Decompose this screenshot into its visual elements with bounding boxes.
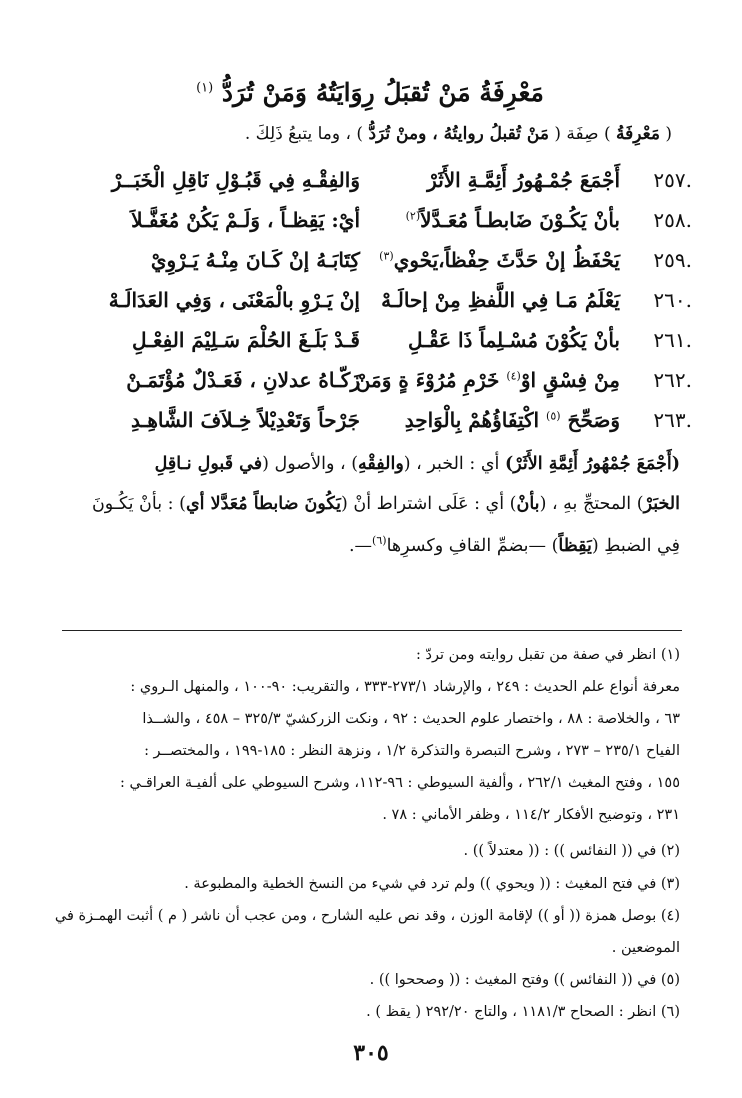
verse-first-hemistich: بأنْ يَكُـوْنَ ضَابطـاً مُعَـدَّلاً$^{(٢)}$ bbox=[405, 208, 620, 232]
verse-second-hemistich: إنْ يَـرْوِ بالْمَعْنَى ، وَفِي العَدَالَـهْ bbox=[108, 288, 360, 312]
verse-number: ٢٥٩. bbox=[653, 248, 692, 272]
page-number: ٣٠٥ bbox=[353, 1040, 389, 1066]
verse-number: ٢٦٢. bbox=[653, 368, 692, 392]
verse-second-hemistich: وَالفِقْـهِ فِي قَبُـوْلِ نَاقِلِ الْخَبَــرْ bbox=[111, 168, 360, 192]
footnote-ref-4: (٤) bbox=[506, 369, 521, 383]
subtitle-open: ( bbox=[665, 124, 672, 144]
commentary-line-2: الخبَرْ) المحتجِّ بهِ ، (بأنْ) أي : عَلَى اشتراط أنْ (يَكُونَ ضابطاً مُعَدَّلا أي) : بأنْ يَكُـونَ bbox=[91, 494, 680, 514]
verse-260 bbox=[60, 288, 692, 322]
verse-258 bbox=[60, 208, 692, 242]
verse-first-hemistich: بأنْ يَكُوْنَ مُسْـلِماً ذَا عَقْـلِ bbox=[407, 328, 620, 352]
verse-number: ٢٦٠. bbox=[653, 288, 692, 312]
subtitle-bold-1: مَعْرِفَةُ bbox=[616, 124, 660, 144]
verse-first-hemistich: أَجْمَعَ جُمْـهُورُ أَئِمَّـةِ الأَثَرْ bbox=[427, 168, 620, 192]
footnote-line: ٢٣١ ، وتوضيح الأفكار ١١٤/٢ ، وظفر الأماني : ٧٨ . bbox=[382, 807, 680, 823]
footnote-line: (٥) في (( النفائس )) وفتح المغيث : (( وصححوا )) . bbox=[369, 972, 680, 988]
verse-second-hemistich: أيْ: يَقِظـاً ، وَلَـمْ يَكُنْ مُغَفَّـلاَ bbox=[131, 208, 360, 232]
footnote-ref-2: (٢) bbox=[405, 209, 421, 223]
footnote-line: ٦٣ ، والخلاصة : ٨٨ ، واختصار علوم الحديث : ٩٢ ، ونكت الزركشيّ ٣٢٥/٣ – ٤٥٨ ، والشــذا bbox=[142, 711, 680, 727]
footnote-ref-6: (٦) bbox=[372, 534, 387, 547]
footnote-line: (٢) في (( النفائس )) : (( معتدلاً )) . bbox=[463, 843, 680, 859]
footnote-ref-3: (٣) bbox=[379, 249, 394, 263]
footnote-ref-5: (٥) bbox=[546, 409, 561, 423]
verse-257 bbox=[60, 168, 692, 202]
verse-first-hemistich: يَحْفَظُ إنْ حَدَّثَ حِفْظاً،يَحْوي$^{(٣)}$ bbox=[379, 248, 620, 272]
footnote-line: ١٥٥ ، وفتح المغيث ٢٦٢/١ ، وألفية السيوطي : ٩٦-١١٢، وشرح السيوطي على ألفيـة العراقـي : bbox=[120, 775, 680, 791]
footnote-line: (٣) في فتح المغيث : (( ويحوي )) ولم ترد في شيء من النسخ الخطية والمطبوعة . bbox=[184, 876, 680, 892]
verse-second-hemistich: جَرْحاً وَتَعْدِيْلاً خِـلاَفَ الشَّاهِـدِ bbox=[131, 408, 360, 432]
footnote-separator bbox=[62, 630, 682, 631]
chapter-subtitle bbox=[72, 124, 672, 144]
verse-second-hemistich: زَكّـاهُ عدلانِ ، فَعَـدْلٌ مُؤْتَمَـنْ bbox=[126, 368, 360, 392]
chapter-title bbox=[120, 78, 620, 107]
verse-number: ٢٥٧. bbox=[653, 168, 692, 192]
verse-first-hemistich: مِنْ فِسْقٍ اوْ$^{(٤)}$ خَرْمِ مُرُوْءَ ةٍ وَمَنْ bbox=[355, 368, 620, 392]
subtitle-end: ) ، وما يتبعُ ذَلِكَ . bbox=[244, 124, 364, 144]
chapter-title-text: مَعْرِفَةُ مَنْ تُقبَلُ رِوَايَتُهُ وَمَنْ تُرَدُّ bbox=[221, 78, 544, 107]
verse-number: ٢٦١. bbox=[653, 328, 692, 352]
verse-261 bbox=[60, 328, 692, 362]
footnote-line: (٤) بوصل همزة (( أو )) لإقامة الوزن ، وقد نص عليه الشارح ، ومن عجب أن ناشر ( م ) أثبت الهمـزة في bbox=[54, 908, 680, 924]
verse-first-hemistich: يَعْلَمُ مَـا فِي اللَّفظِ مِنْ إحالَـهْ bbox=[381, 288, 620, 312]
verse-first-hemistich: وَصَحِّحَ $^{(٥)}$ اكْتِفَاؤُهُمْ بِالْوَاحِدِ bbox=[404, 408, 620, 432]
commentary-line-1: (أَجْمَعَ جُمْهُورُ أَئِمَّةِ الأَثَرْ) أي : الخبر ، (والفِقْهِ) ، والأصول (في قَبولِ نـاقِلِ bbox=[154, 454, 680, 474]
footnote-line: معرفة أنواع علم الحديث : ٢٤٩ ، والإرشاد ٢٧٣/١-٣٣٣ ، والتقريب: ٩٠-١٠٠ ، والمنهل الـروي : bbox=[130, 679, 680, 695]
verse-second-hemistich: قَـدْ بَلَـغَ الحُلْمَ سَـلِيْمَ الفِعْـلِ bbox=[132, 328, 360, 352]
verse-259 bbox=[60, 248, 692, 282]
verse-number: ٢٥٨. bbox=[653, 208, 692, 232]
subtitle-bold-2: مَنْ تُقبلُ روايتُهُ ، ومنْ تُرَدُّ bbox=[368, 124, 549, 144]
verse-number: ٢٦٣. bbox=[653, 408, 692, 432]
footnote-line: (٦) انظر : الصحاح ١١٨١/٣ ، والتاج ٢٩٢/٢٠ ( يقظ ) . bbox=[366, 1004, 680, 1020]
footnote-line: الفياح ٢٣٥/١ – ٢٧٣ ، وشرح التبصرة والتذكرة ١/٢ ، ونزهة النظر : ١٨٥-١٩٩ ، والمختصــر : bbox=[144, 743, 680, 759]
verse-second-hemistich: كِتَابَـهُ إنْ كَـانَ مِنْـهُ يَـرْوِيْ bbox=[150, 248, 360, 272]
footnote-line: (١) انظر في صفة من تقبل روايته ومن تردّ : bbox=[416, 647, 680, 663]
verse-263 bbox=[60, 408, 692, 442]
verse-262 bbox=[60, 368, 692, 402]
subtitle-mid: ) صِفَة ( bbox=[554, 124, 611, 144]
footnote-ref-1: (١) bbox=[196, 80, 214, 96]
commentary-line-3: فِي الضبطِ (يَقِظاً) —بضمِّ القافِ وكسرِها$^{(٦)}$—. bbox=[348, 534, 680, 556]
footnote-line: الموضعين . bbox=[611, 940, 680, 956]
